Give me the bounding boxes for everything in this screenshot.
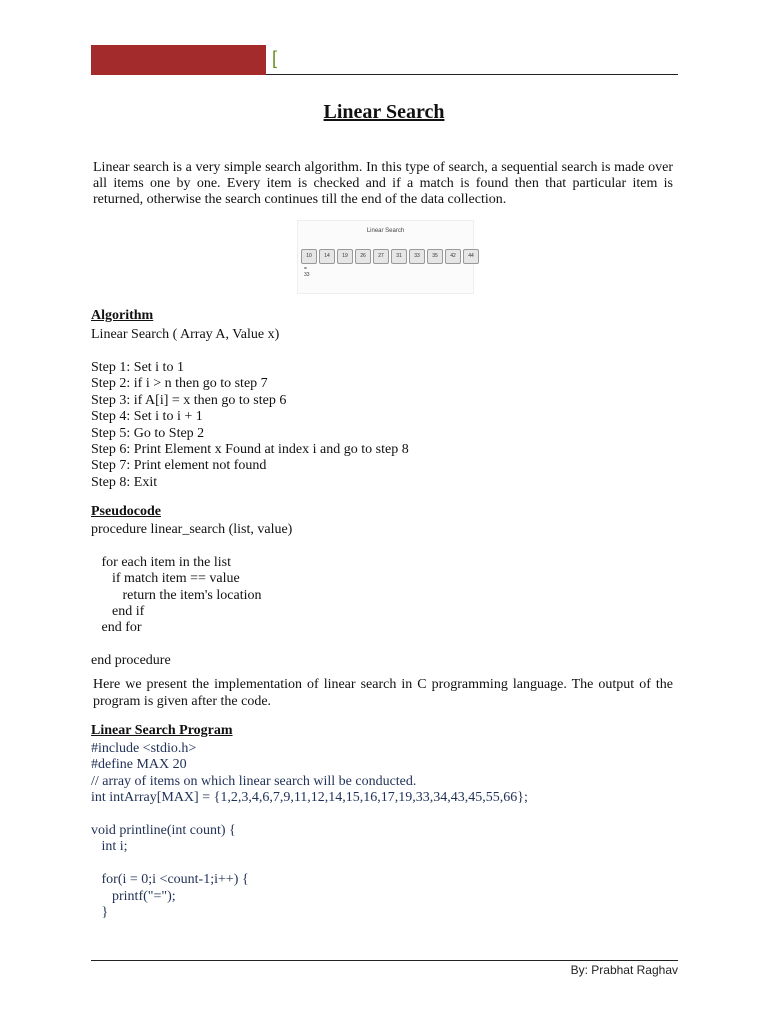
array-cell: 31 xyxy=(391,249,407,264)
algorithm-step: Step 5: Go to Step 2 xyxy=(91,425,205,441)
code-line: #include <stdio.h> xyxy=(91,741,197,756)
header-band xyxy=(91,45,266,75)
array-cell: 14 xyxy=(319,249,335,264)
code-line xyxy=(91,807,528,823)
code-line: for(i = 0;i <count-1;i++) { xyxy=(91,872,249,888)
code-line: void printline(int count) { xyxy=(91,823,236,839)
code-line: int i; xyxy=(91,839,128,855)
algorithm-step: Step 6: Print Element x Found at index i and go to step 8 xyxy=(91,442,409,458)
pointer-label: = xyxy=(304,266,307,272)
algorithm-heading: Algorithm xyxy=(91,308,154,323)
pseudocode-line: return the item's location xyxy=(91,587,262,603)
code-line: // array of items on which linear search will be conducted. xyxy=(91,773,417,789)
pseudocode-line: for each item in the list xyxy=(91,554,231,570)
code-line: printf("="); xyxy=(91,888,176,904)
pseudocode-line xyxy=(91,637,292,653)
pseudocode-line: procedure linear_search (list, value) xyxy=(91,522,293,537)
algorithm-steps xyxy=(91,360,409,491)
code-line xyxy=(91,856,528,872)
figure-array xyxy=(301,249,479,264)
footer-rule xyxy=(91,960,678,961)
pseudocode-line: end procedure xyxy=(91,653,171,669)
algorithm-signature: Linear Search ( Array A, Value x) xyxy=(91,327,280,342)
code-line: int intArray[MAX] = {1,2,3,4,6,7,9,11,12,14,15,16,17,19,33,34,43,45,55,66}; xyxy=(91,790,528,806)
pseudocode-block xyxy=(91,522,292,670)
array-cell: 35 xyxy=(427,249,443,264)
code-line: } xyxy=(91,905,109,921)
array-cell: 26 xyxy=(355,249,371,264)
search-pointer xyxy=(304,266,310,278)
pseudocode-heading: Pseudocode xyxy=(91,504,161,519)
array-cell: 42 xyxy=(445,249,461,264)
pseudocode-line: end for xyxy=(91,620,142,636)
program-heading: Linear Search Program xyxy=(91,723,233,738)
pointer-value: 33 xyxy=(304,272,310,278)
pseudocode-line: end if xyxy=(91,604,145,620)
footer-author: By: Prabhat Raghav xyxy=(570,963,678,977)
page-title: Linear Search xyxy=(323,101,445,123)
figure-title: Linear Search xyxy=(366,228,405,234)
header-rule xyxy=(266,74,678,75)
program-code xyxy=(91,741,528,921)
algorithm-step: Step 2: if i > n then go to step 7 xyxy=(91,376,268,392)
header-bracket: [ xyxy=(272,48,278,68)
array-cell: 27 xyxy=(373,249,389,264)
algorithm-step: Step 4: Set i to i + 1 xyxy=(91,409,203,425)
array-cell: 10 xyxy=(301,249,317,264)
algorithm-step: Step 3: if A[i] = x then go to step 6 xyxy=(91,392,287,408)
implementation-note: Here we present the implementation of linear search in C programming language. The output of the program is given after the code. xyxy=(93,677,673,709)
pseudocode-line xyxy=(91,538,292,554)
array-cell: 19 xyxy=(337,249,353,264)
intro-paragraph: Linear search is a very simple search algorithm. In this type of search, a sequential search is made over all items one by one. Every item is checked and if a match is found then that particular item is returned, otherwise the search continues till the end of the data collection. xyxy=(93,160,673,207)
pseudocode-line: if match item == value xyxy=(91,571,240,587)
code-line: #define MAX 20 xyxy=(91,757,187,773)
algorithm-step: Step 1: Set i to 1 xyxy=(91,360,184,375)
algorithm-step: Step 7: Print element not found xyxy=(91,458,267,474)
linear-search-figure xyxy=(297,220,474,294)
algorithm-step: Step 8: Exit xyxy=(91,474,158,490)
array-cell: 33 xyxy=(409,249,425,264)
array-cell: 44 xyxy=(463,249,479,264)
